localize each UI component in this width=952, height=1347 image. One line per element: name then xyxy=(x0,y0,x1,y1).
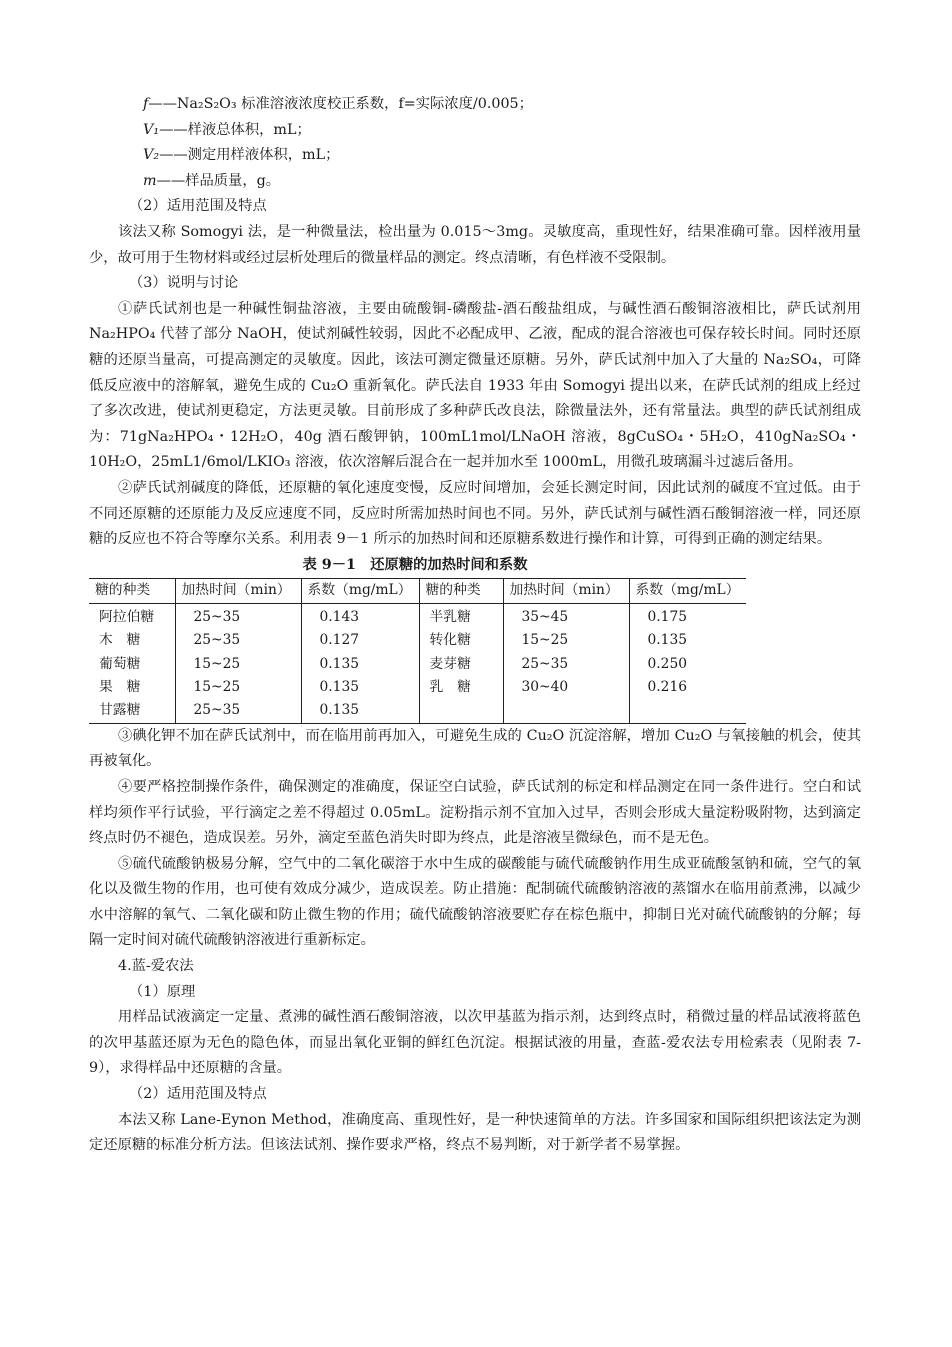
table-caption: 表 9－1 还原糖的加热时间和系数 xyxy=(302,556,528,573)
sugar-coefficient-table xyxy=(89,578,746,723)
table-cell: 15~25 xyxy=(175,676,301,699)
definition-v2: V₂——测定用样液体积，mL； xyxy=(143,147,340,164)
table-cell: 0.135 xyxy=(301,699,419,723)
table-cell: 35~45 xyxy=(503,603,629,629)
table-cell xyxy=(419,699,503,723)
table-cell: 25~35 xyxy=(175,629,301,652)
table-cell: 25~35 xyxy=(175,603,301,629)
table-cell: 果 糖 xyxy=(89,676,175,699)
header-coefficient: 系数（mg/mL） xyxy=(301,579,419,603)
table-cell: 0.127 xyxy=(301,629,419,652)
table-cell: 0.143 xyxy=(301,603,419,629)
section-heading-discussion: （3）说明与讨论 xyxy=(129,275,239,292)
table-row xyxy=(89,676,746,699)
table-cell: 15~25 xyxy=(503,629,629,652)
table-cell: 0.135 xyxy=(301,653,419,676)
table-cell: 0.135 xyxy=(647,632,687,649)
table-row xyxy=(89,699,746,723)
table-cell: 麦芽糖 xyxy=(419,653,503,676)
principle-paragraph: 用样品试液滴定一定量、煮沸的碱性酒石酸铜溶液，以次甲基蓝为指示剂，达到终点时，稍微过量的样品试液将蓝色的次甲基蓝还原为无色的隐色体，而显出氧化亚铜的鲜红色沉淀。根据试液的用量，查蓝-爱农法专用检索表（见附表 7-9），求得样品中还原糖的含量。 xyxy=(89,1009,861,1077)
table-cell: 阿拉伯糖 xyxy=(89,603,175,629)
header-coefficient: 系数（mg/mL） xyxy=(629,579,746,603)
table-cell xyxy=(629,699,746,723)
table-cell: 半乳糖 xyxy=(419,603,503,629)
table-cell: 15~25 xyxy=(175,653,301,676)
note-2: ②萨氏试剂碱度的降低，还原糖的氧化速度变慢，反应时间增加，会延长测定时间，因此试剂的碱度不宜过低。由于不同还原糖的还原能力及反应速度不同，反应时所需加热时间也不同。另外，萨氏试剂与碱性酒石酸铜溶液一样，同还原糖的反应也不符合等摩尔关系。利用表 9－1 所示的加热时间和还原糖系数进行操作和计算，可得到正确的测定结果。 xyxy=(89,479,861,548)
table-cell: 0.250 xyxy=(647,655,687,672)
header-sugar-type: 糖的种类 xyxy=(89,579,175,603)
scope-paragraph-2: 本法又称 Lane-Eynon Method，准确度高、重现性好，是一种快速简单的方法。许多国家和国际组织把该法定为测定还原糖的标准分析方法。但该法试剂、操作要求严格，终点不易判断，对于新学者不易掌握。 xyxy=(89,1111,861,1154)
table-cell: 乳 糖 xyxy=(419,676,503,699)
table-cell: 0.135 xyxy=(301,676,419,699)
note-1: ①萨氏试剂也是一种碱性铜盐溶液，主要由硫酸铜-磷酸盐-酒石酸盐组成，与碱性酒石酸铜溶液相比，萨氏试剂用 Na₂HPO₄ 代替了部分 NaOH，使试剂碱性较弱，因此不必配成甲、乙液，配成的混合溶液也可保存较长时间。同时还原糖的还原当量高，可提高测定的灵敏度。因此，该法可测定微量还原糖。另外，萨氏试剂中加入了大量的 Na₂SO₄，可降低反应液中的溶解氧，避免生成的 Cu₂O 重新氧化。萨氏法自 1933 年由 Somogyi 提出以来，在萨氏试剂的组成上经过了多次改进，使试剂更稳定，方法更灵敏。目前形成了多种萨氏改良法，除微量法外，还有常量法。典型的萨氏试剂组成为：71gNa₂HPO₄・12H₂O，40g 酒石酸钾钠，100mL1mol/LNaOH 溶液，8gCuSO₄・5H₂O，410gNa₂SO₄・10H₂O，25mL1/6mol/LKIO₃ 溶液，依次溶解后混合在一起并加水至 1000mL，用微孔玻璃漏斗过滤后备用。 xyxy=(89,300,861,471)
note-4: ④要严格控制操作条件，确保测定的准确度，保证空白试验，萨氏试剂的标定和样品测定在同一条件进行。空白和试样均须作平行试验，平行滴定之差不得超过 0.05mL。淀粉指示剂不宜加入过早，否则会形成大量淀粉吸附物，达到滴定终点时仍不褪色，造成误差。另外，滴定至蓝色消失时即为终点，此是溶液呈微绿色，而不是无色。 xyxy=(89,778,861,847)
table-cell: 甘露糖 xyxy=(89,699,175,723)
scope-paragraph: 该法又称 Somogyi 法，是一种微量法，检出量为 0.015～3mg。灵敏度高，重现性好，结果准确可靠。因样液用量少，故可用于生物材料或经过层析处理后的微量样品的测定。终点清晰，有色样液不受限制。 xyxy=(89,223,861,266)
section-heading-principle: （1）原理 xyxy=(129,983,196,1000)
table-row xyxy=(89,629,746,652)
section-heading-scope: （2）适用范围及特点 xyxy=(129,198,267,215)
note-3: ③碘化钾不加在萨氏试剂中，而在临用前再加入，可避免生成的 Cu₂O 沉淀溶解，增加 Cu₂O 与氧接触的机会，使其再被氧化。 xyxy=(89,727,861,770)
table-row xyxy=(89,603,746,629)
table-header-row xyxy=(89,579,746,603)
table-cell: 葡萄糖 xyxy=(89,653,175,676)
header-sugar-type: 糖的种类 xyxy=(419,579,503,603)
header-heating-time: 加热时间（min） xyxy=(175,579,301,603)
definition-m: m——样品质量，g。 xyxy=(143,172,281,189)
header-heating-time: 加热时间（min） xyxy=(503,579,629,603)
table-cell: 30~40 xyxy=(503,676,629,699)
definition-f: f——Na₂S₂O₃ 标准溶液浓度校正系数，f=实际浓度/0.005； xyxy=(143,96,533,112)
table-cell: 25~35 xyxy=(503,653,629,676)
table-row xyxy=(89,653,746,676)
table-cell: 25~35 xyxy=(175,699,301,723)
section-heading-lane-eynon: 4.蓝-爱农法 xyxy=(118,958,194,975)
table-cell: 0.175 xyxy=(647,608,687,625)
section-heading-scope-2: （2）适用范围及特点 xyxy=(129,1086,267,1103)
table-cell: 木 糖 xyxy=(89,629,175,652)
table-cell xyxy=(503,699,629,723)
definition-v1: V₁——样液总体积，mL； xyxy=(143,121,311,138)
note-5: ⑤硫代硫酸钠极易分解，空气中的二氧化碳溶于水中生成的碳酸能与硫代硫酸钠作用生成亚硫酸氢钠和硫，空气的氧化以及微生物的作用，也可使有效成分减少，造成误差。防止措施：配制硫代硫酸钠溶液的蒸馏水在临用前煮沸，以减少水中溶解的氧气、二氧化碳和防止微生物的作用；硫代硫酸钠溶液要贮存在棕色瓶中，抑制日光对硫代硫酸钠的分解；每隔一定时间对硫代硫酸钠溶液进行重新标定。 xyxy=(89,855,861,949)
table-cell: 转化糖 xyxy=(419,629,503,652)
document-page xyxy=(89,92,861,1159)
table-cell: 0.216 xyxy=(647,678,687,695)
